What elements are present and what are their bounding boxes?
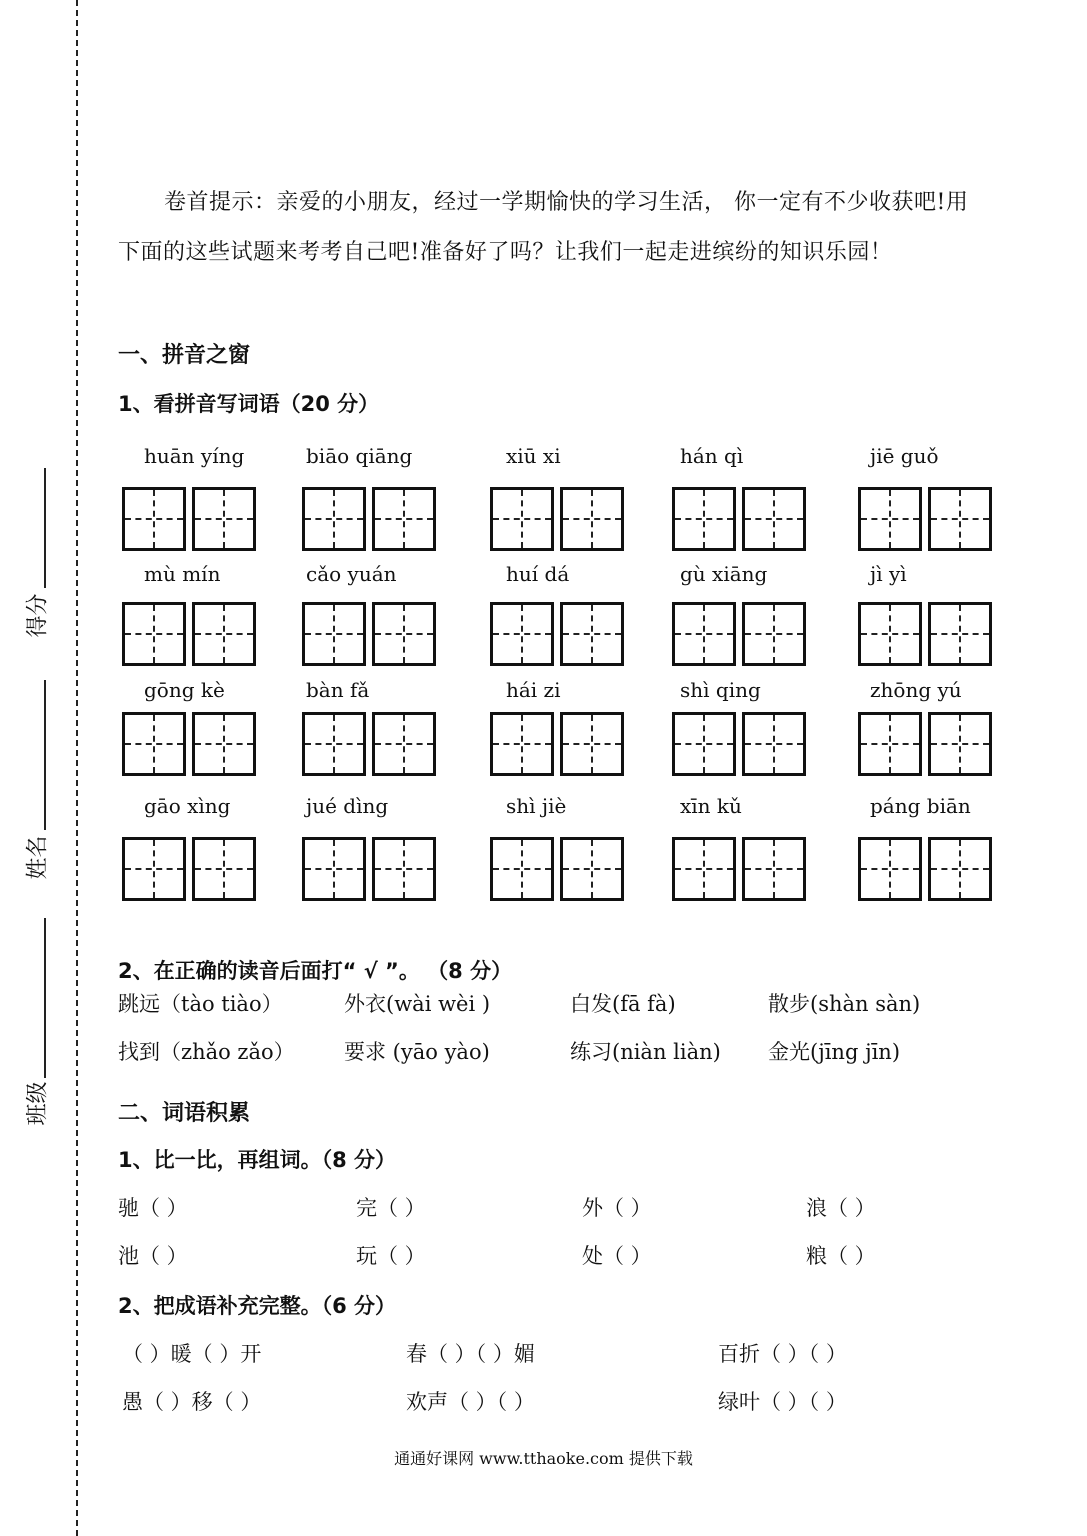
compare-word-item[interactable]: 驰（ ） (118, 1196, 188, 1220)
tian-grid-pair (672, 602, 806, 666)
compare-word-item[interactable]: 粮（ ） (806, 1244, 876, 1268)
tian-character-box[interactable] (302, 487, 366, 551)
tian-grid-pair (490, 712, 624, 776)
pinyin-prompt: xiū xi (506, 444, 561, 468)
idiom-item[interactable]: （ ）暖（ ）开 (122, 1342, 262, 1366)
tian-grid-pair (302, 487, 436, 551)
tian-character-box[interactable] (928, 602, 992, 666)
tian-character-box[interactable] (302, 837, 366, 901)
compare-word-item[interactable]: 浪（ ） (806, 1196, 876, 1220)
tian-character-box[interactable] (672, 837, 736, 901)
tian-character-box[interactable] (122, 487, 186, 551)
tian-character-box[interactable] (372, 712, 436, 776)
tian-character-box[interactable] (858, 837, 922, 901)
tian-grid-pair (858, 602, 992, 666)
compare-title: 1、比一比，再组词。（8 分） (118, 1148, 397, 1172)
tian-grid-pair (672, 837, 806, 901)
pinyin-prompt: gù xiāng (680, 562, 768, 586)
pinyin-prompt: páng biān (870, 794, 971, 818)
tian-grid-pair (302, 712, 436, 776)
tian-character-box[interactable] (742, 487, 806, 551)
pinyin-prompt: hái zi (506, 678, 561, 702)
tian-grid-pair (858, 712, 992, 776)
tian-character-box[interactable] (928, 487, 992, 551)
tian-grid-pair (672, 487, 806, 551)
tian-character-box[interactable] (192, 837, 256, 901)
tian-grid-pair (122, 602, 256, 666)
footer-text: 通通好课网 www.tthaoke.com 提供下载 (394, 1449, 693, 1468)
pronunciation-item[interactable]: 找到（zhǎo zǎo） (118, 1040, 295, 1064)
pronunciation-item[interactable]: 白发(fā fà) (570, 992, 676, 1016)
pinyin-prompt: huān yíng (144, 444, 245, 468)
tian-grid-pair (490, 837, 624, 901)
tian-character-box[interactable] (560, 487, 624, 551)
pinyin-prompt: mù mín (144, 562, 221, 586)
idiom-item[interactable]: 春（ ）（ ）媚 (406, 1342, 535, 1366)
pinyin-prompt: gōng kè (144, 678, 225, 702)
tian-character-box[interactable] (302, 602, 366, 666)
pinyin-prompt: shì qing (680, 678, 761, 702)
idiom-item[interactable]: 愚（ ）移（ ） (122, 1390, 262, 1414)
pinyin-prompt: jué dìng (306, 794, 389, 818)
class-label: 班级 (25, 1081, 51, 1126)
tian-character-box[interactable] (858, 602, 922, 666)
tian-grid-pair (858, 837, 992, 901)
tian-character-box[interactable] (560, 712, 624, 776)
pronunciation-item[interactable]: 散步(shàn sàn) (768, 992, 921, 1016)
pinyin-prompt: jiē guǒ (870, 444, 939, 468)
compare-word-item[interactable]: 玩（ ） (356, 1244, 426, 1268)
tian-character-box[interactable] (672, 487, 736, 551)
pronunciation-item[interactable]: 跳远（tào tiào） (118, 992, 283, 1016)
compare-word-item[interactable]: 池（ ） (118, 1244, 188, 1268)
idiom-item[interactable]: 欢声（ ）（ ） (406, 1390, 535, 1414)
tian-character-box[interactable] (302, 712, 366, 776)
pinyin-prompt: cǎo yuán (306, 562, 397, 586)
tian-character-box[interactable] (858, 712, 922, 776)
tian-character-box[interactable] (122, 837, 186, 901)
tian-grid-pair (490, 487, 624, 551)
score-line (44, 468, 46, 588)
compare-word-item[interactable]: 处（ ） (582, 1244, 652, 1268)
tian-character-box[interactable] (858, 487, 922, 551)
tian-character-box[interactable] (192, 487, 256, 551)
q2-title: 2、在正确的读音后面打“ √ ”。 （8 分） (118, 959, 513, 983)
pinyin-prompt: biāo qiāng (306, 444, 413, 468)
class-line (44, 918, 46, 1078)
tian-grid-pair (122, 712, 256, 776)
pinyin-prompt: bàn fǎ (306, 678, 370, 702)
name-line (44, 680, 46, 830)
tian-character-box[interactable] (672, 602, 736, 666)
pinyin-prompt: shì jiè (506, 794, 567, 818)
compare-word-item[interactable]: 完（ ） (356, 1196, 426, 1220)
q1-title: 1、看拼音写词语（20 分） (118, 392, 380, 416)
tian-grid-pair (302, 837, 436, 901)
section2-title: 二、词语积累 (118, 1101, 251, 1126)
tian-character-box[interactable] (560, 837, 624, 901)
tian-grid-pair (672, 712, 806, 776)
section1-title: 一、拼音之窗 (118, 343, 251, 368)
pinyin-prompt: huí dá (506, 562, 570, 586)
tian-character-box[interactable] (122, 602, 186, 666)
idiom-item[interactable]: 百折（ ）（ ） (718, 1342, 847, 1366)
tian-character-box[interactable] (742, 712, 806, 776)
tian-grid-pair (302, 602, 436, 666)
compare-word-item[interactable]: 外（ ） (582, 1196, 652, 1220)
tian-character-box[interactable] (672, 712, 736, 776)
score-label: 得分 (25, 593, 51, 638)
fold-dashed-line (76, 0, 78, 1536)
pinyin-prompt: xīn kǔ (680, 794, 742, 818)
pronunciation-item[interactable]: 练习(niàn liàn) (570, 1040, 721, 1064)
pronunciation-item[interactable]: 要求 (yāo yào) (344, 1040, 490, 1064)
pronunciation-item[interactable]: 金光(jīng jīn) (768, 1040, 901, 1064)
tian-character-box[interactable] (742, 602, 806, 666)
tian-character-box[interactable] (192, 712, 256, 776)
tian-character-box[interactable] (372, 487, 436, 551)
pinyin-prompt: jì yì (870, 562, 907, 586)
tian-character-box[interactable] (122, 712, 186, 776)
tian-grid-pair (122, 837, 256, 901)
tian-character-box[interactable] (560, 602, 624, 666)
tian-character-box[interactable] (372, 837, 436, 901)
idiom-title: 2、把成语补充完整。（6 分） (118, 1294, 397, 1318)
tian-character-box[interactable] (490, 487, 554, 551)
pinyin-prompt: hán qì (680, 444, 744, 468)
idiom-item[interactable]: 绿叶（ ）（ ） (718, 1390, 847, 1414)
tian-character-box[interactable] (372, 602, 436, 666)
pronunciation-item[interactable]: 外衣(wài wèi ) (344, 992, 491, 1016)
tian-grid-pair (858, 487, 992, 551)
name-label: 姓名 (25, 835, 51, 880)
tian-grid-pair (490, 602, 624, 666)
pinyin-prompt: gāo xìng (144, 794, 231, 818)
tian-character-box[interactable] (490, 602, 554, 666)
tian-character-box[interactable] (490, 712, 554, 776)
tian-character-box[interactable] (742, 837, 806, 901)
pinyin-prompt: zhōng yú (870, 678, 962, 702)
tian-character-box[interactable] (928, 837, 992, 901)
intro-text: 卷首提示：亲爱的小朋友，经过一学期愉快的学习生活， 你一定有不少收获吧!用下面的这些试题来考考自己吧!准备好了吗？让我们一起走进缤纷的知识乐园！ (118, 190, 969, 265)
tian-character-box[interactable] (490, 837, 554, 901)
tian-character-box[interactable] (192, 602, 256, 666)
tian-character-box[interactable] (928, 712, 992, 776)
tian-grid-pair (122, 487, 256, 551)
